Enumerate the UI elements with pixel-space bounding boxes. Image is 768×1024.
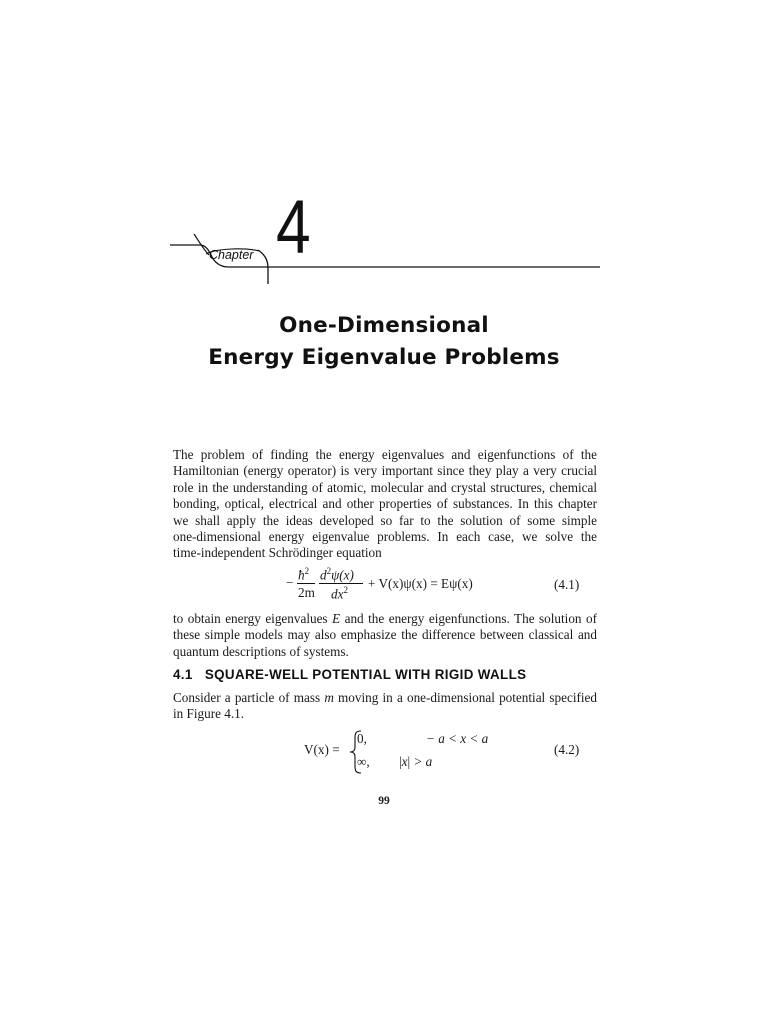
eq-vx-lhs: V(x) =	[304, 742, 340, 757]
eq-rhs: + V(x)ψ(x) = Eψ(x)	[368, 576, 473, 591]
chapter-title-line-1: One-Dimensional	[279, 313, 489, 338]
paragraph-line: these simple models may also emphasize the difference between classical and	[173, 627, 597, 643]
intro-line: one-dimensional energy eigenvalue problems. In each case, we solve the	[173, 529, 597, 545]
intro-line: bonding, optical, electrical and other properties of substances. In this chapter	[173, 496, 597, 512]
chapter-label: Chapter	[209, 248, 254, 262]
intro-line: Hamiltonian (energy operator) is very important since they play a very crucial	[173, 463, 597, 479]
eq-hbar-numerator: $ħ^2$	[298, 566, 310, 583]
paragraph-line: quantum descriptions of systems.	[173, 643, 349, 659]
eq-derivative-numerator: $d^2\psi(x)$	[320, 566, 354, 583]
equation-number-4-2: (4.2)	[554, 742, 580, 757]
eq-case1-value: 0,	[357, 731, 367, 746]
post-equation-paragraph	[173, 611, 597, 660]
paragraph-line: to obtain energy eigenvalues E and the energy eigenfunctions. The solution of	[173, 611, 598, 626]
paragraph-line: Consider a particle of mass m moving in a one-dimensional potential specified	[173, 690, 598, 705]
intro-line: The problem of finding the energy eigenvalues and eigenfunctions of the	[173, 447, 597, 462]
eq-case1-condition: − a < x < a	[426, 731, 489, 746]
section-paragraph	[173, 690, 597, 723]
page-number: 99	[378, 795, 390, 807]
section-heading: 4.1 SQUARE-WELL POTENTIAL WITH RIGID WALLS	[173, 667, 527, 682]
intro-line: time-independent Schrödinger equation	[173, 545, 382, 561]
eq-2m-denominator: 2m	[298, 585, 315, 600]
intro-paragraph	[173, 447, 597, 562]
equation-number-4-1: (4.1)	[554, 577, 580, 592]
chapter-number: 4	[276, 185, 311, 270]
chapter-title-line-2: Energy Eigenvalue Problems	[208, 345, 560, 370]
intro-line: we shall apply the ideas developed so far to the solution of some simple	[173, 512, 597, 528]
eq-case2-value: ∞,	[357, 754, 370, 769]
eq-minus-sign: −	[286, 575, 294, 590]
intro-line: role in the understanding of atomic, molecular and crystal structures, chemical	[173, 479, 597, 495]
eq-fraction-bar	[297, 583, 315, 584]
eq-fraction-bar	[319, 583, 363, 584]
paragraph-line: in Figure 4.1.	[173, 706, 245, 722]
eq-dx2-denominator: $dx^2$	[331, 585, 348, 602]
eq-case2-condition: |x| > a	[399, 754, 433, 769]
